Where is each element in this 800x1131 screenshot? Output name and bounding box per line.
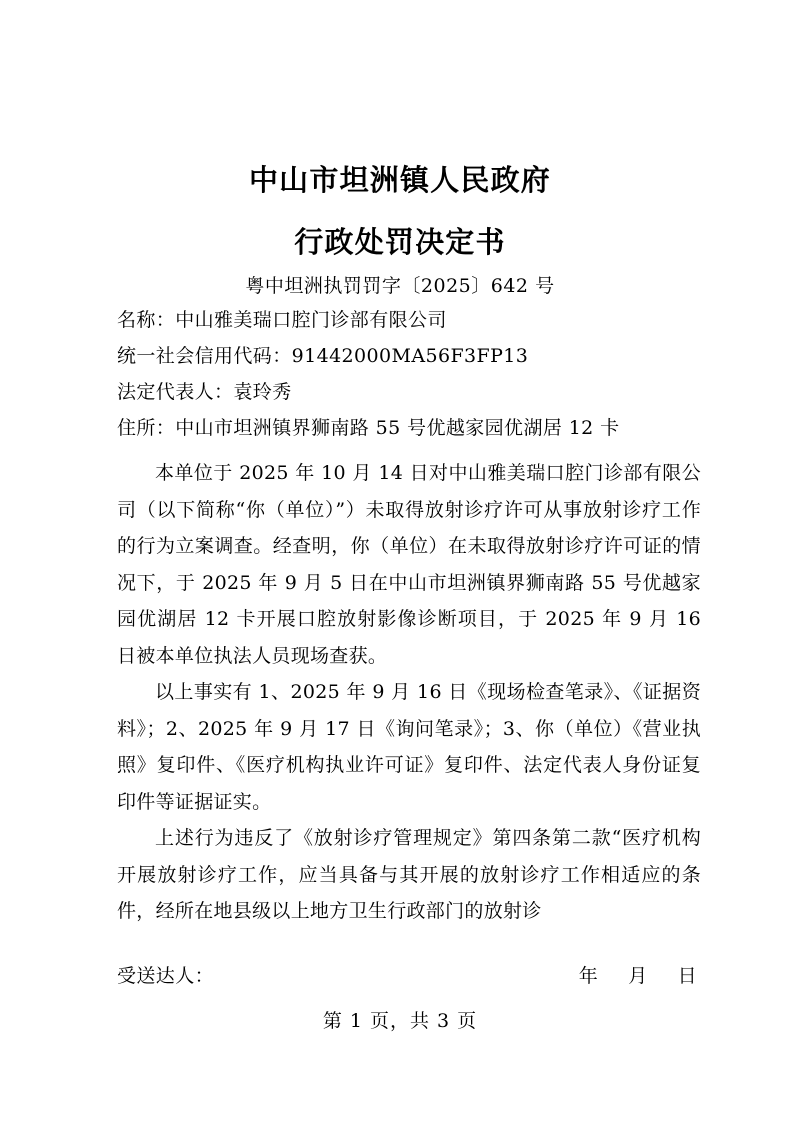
date-month-label: 月 [628, 965, 648, 987]
document-body [117, 302, 701, 930]
paragraph-legal-basis: 上述行为违反了《放射诊疗管理规定》第四条第二款“医疗机构开展放射诊疗工作，应当具备与其开展的放射诊疗工作相适应的条件，经所在地县级以上地方卫生行政部门的放射诊 [117, 827, 701, 922]
page-title-document-type: 行政处罚决定书 [294, 225, 506, 259]
document-number: 粤中坦洲执罚罚字〔2025〕642 号 [245, 275, 555, 297]
paragraph-case-facts: 本单位于 2025 年 10 月 14 日对中山雅美瑞口腔门诊部有限公司（以下简称“你（单位）”）未取得放射诊疗许可从事放射诊疗工作的行为立案调查。经查明，你（单位）在未取得放射诊疗许可证的情况下，于 2025 年 9 月 5 日在中山市坦洲镇界狮南路 55 号优越家园优湖居 12 卡开展口腔放射影像诊断项目，于 2025 年 9 月 16 日被本单位执法人员现场查获。 [117, 462, 701, 667]
title-block [0, 158, 800, 264]
date-day-label: 日 [677, 965, 697, 987]
paragraph-evidence: 以上事实有 1、2025 年 9 月 16 日《现场检查笔录》、《证据资料》；2、2025 年 9 月 17 日《询问笔录》；3、你（单位）《营业执照》复印件、《医疗机构执业许可证》复印件、法定代表人身份证复印件等证据证实。 [117, 681, 701, 813]
page-title-authority: 中山市坦洲镇人民政府 [248, 163, 551, 197]
page-number-indicator: 第 1 页，共 3 页 [322, 1010, 478, 1032]
field-address: 住所：中山市坦洲镇界狮南路 55 号优越家园优湖居 12 卡 [117, 417, 620, 439]
field-credit-code: 统一社会信用代码：91442000MA56F3FP13 [117, 345, 529, 367]
signature-date [579, 962, 701, 990]
field-party-name: 名称：中山雅美瑞口腔门诊部有限公司 [117, 309, 447, 331]
date-year-label: 年 [578, 965, 599, 987]
field-legal-representative: 法定代表人：袁玲秀 [117, 381, 292, 403]
signature-row [117, 962, 701, 990]
recipient-label: 受送达人： [117, 965, 215, 987]
